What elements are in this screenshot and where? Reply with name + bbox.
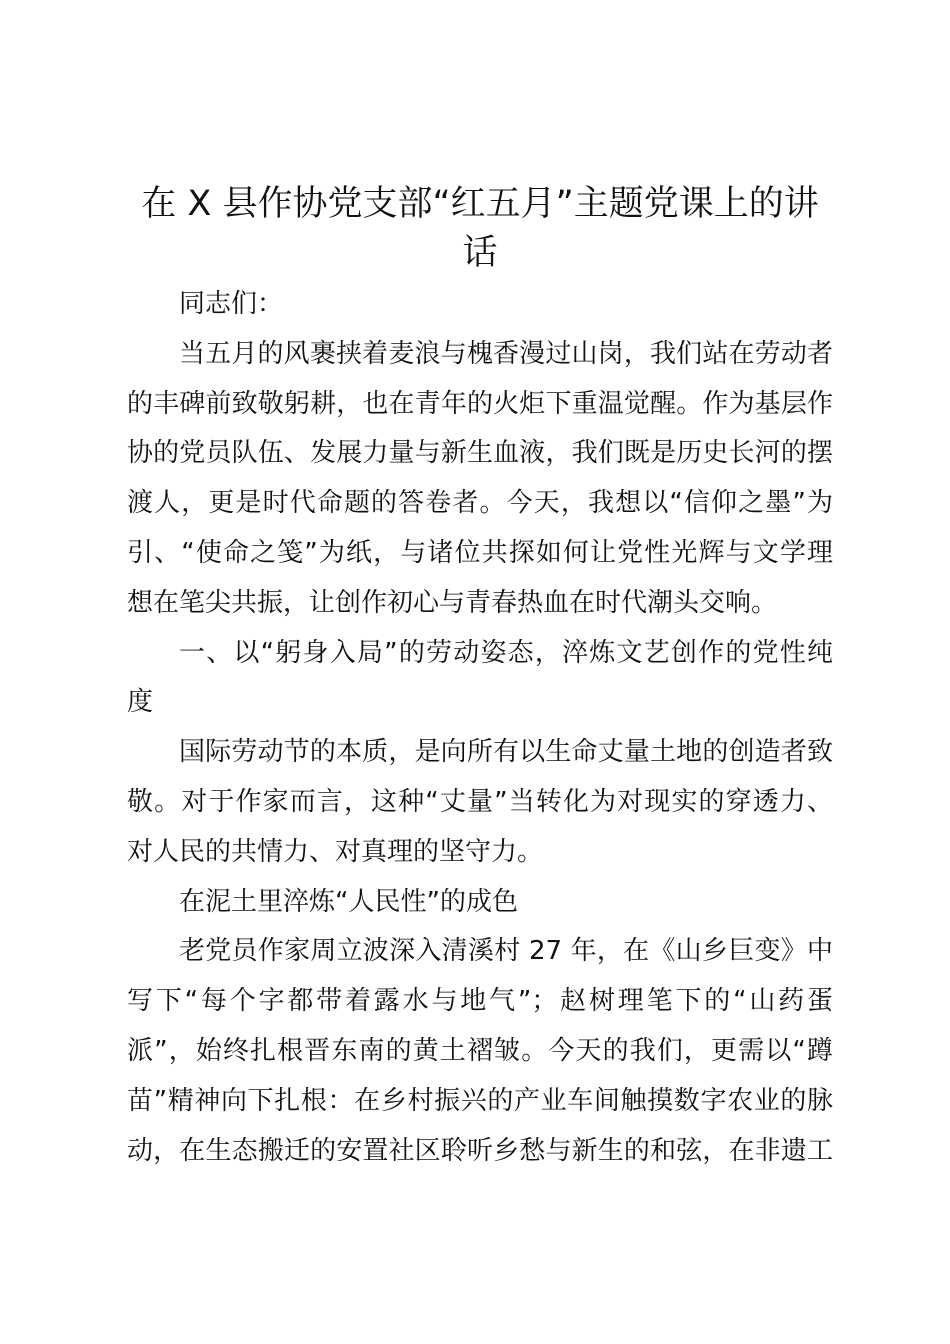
text-line: 派”，始终扎根晋东南的黄土褶皱。今天的我们，更需以“蹲 (127, 1035, 833, 1066)
text-line: 的丰碑前致敬躬耕，也在青年的火炬下重温觉醒。作为基层作 (127, 388, 833, 419)
text-line: 协的党员队伍、发展力量与新生血液，我们既是历史长河的摆 (127, 438, 833, 469)
text-line: 渡人，更是时代命题的答卷者。今天，我想以“信仰之墨”为 (127, 488, 833, 519)
text-line: 国际劳动节的本质，是向所有以生命丈量土地的创造者致 (179, 737, 833, 768)
text-line: 老党员作家周立波深入清溪村 27 年，在《山乡巨变》中 (179, 936, 833, 967)
text-line: 想在笔尖共振，让创作初心与青春热血在时代潮头交响。 (127, 587, 778, 618)
text-line: 苗”精神向下扎根：在乡村振兴的产业车间触摸数字农业的脉 (127, 1085, 833, 1116)
text-line: 在泥土里淬炼“人民性”的成色 (179, 886, 518, 917)
text-line: 一、以“躬身入局”的劳动姿态，淬炼文艺创作的党性纯 (179, 637, 833, 668)
document-body (127, 280, 833, 1176)
title-line-2: 话 (462, 233, 498, 273)
text-line: 当五月的风裹挟着麦浪与槐香漫过山岗，我们站在劳动者 (179, 338, 833, 369)
document-title (120, 180, 840, 278)
text-line: 同志们： (179, 289, 284, 319)
text-line: 写下“每个字都带着露水与地气”；赵树理笔下的“山药蛋 (127, 986, 833, 1017)
text-line: 对人民的共情力、对真理的坚守力。 (127, 836, 544, 867)
text-line: 动，在生态搬迁的安置社区聆听乡愁与新生的和弦，在非遗工 (127, 1135, 833, 1166)
title-line-1: 在 X 县作协党支部“红五月”主题党课上的讲 (141, 184, 819, 224)
text-line: 敬。对于作家而言，这种“丈量”当转化为对现实的穿透力、 (127, 786, 833, 817)
text-line: 引、“使命之笺”为纸，与诸位共探如何让党性光辉与文学理 (127, 537, 833, 568)
text-line: 度 (127, 687, 154, 718)
